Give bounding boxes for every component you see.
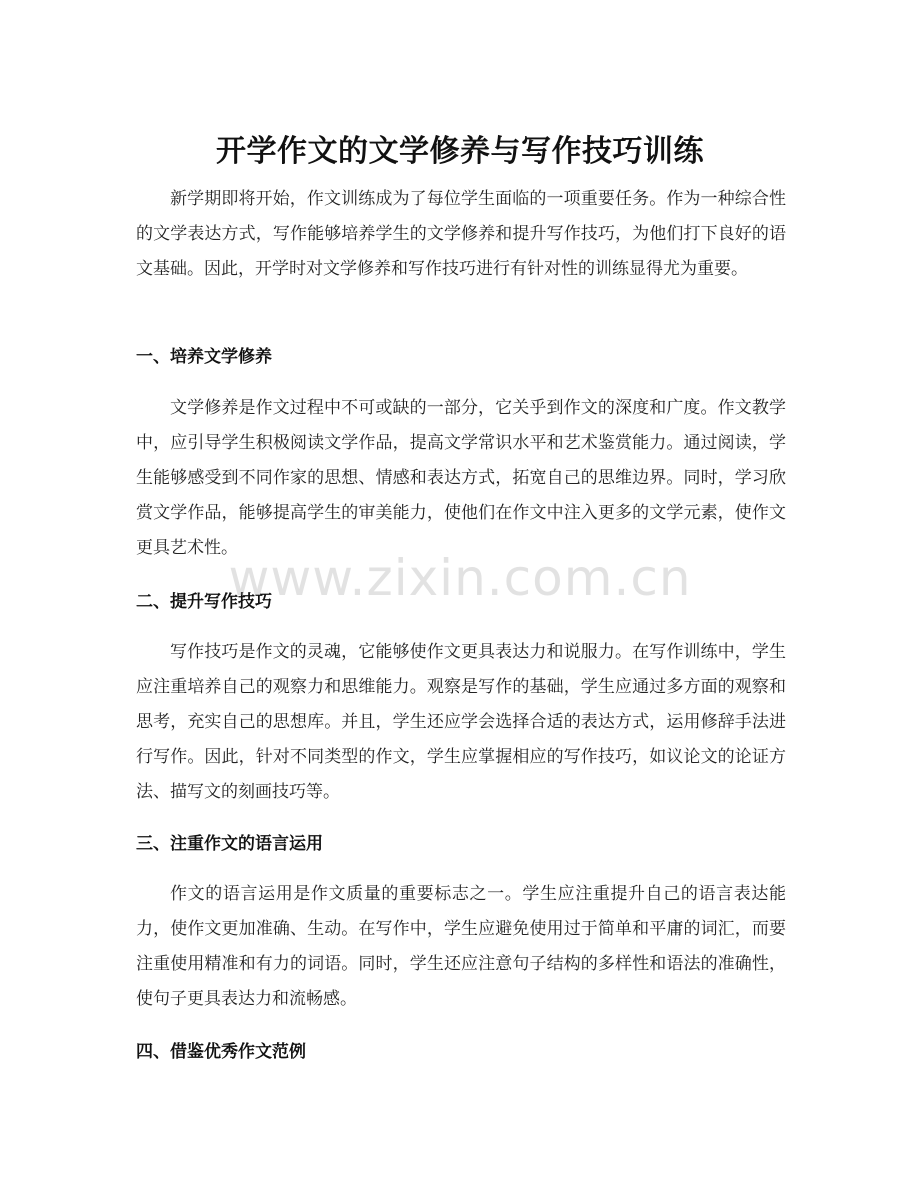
section-1-heading: 一、培养文学修养	[136, 347, 272, 367]
intro-paragraph: 新学期即将开始，作文训练成为了每位学生面临的一项重要任务。作为一种综合性的文学表达方式，写作能够培养学生的文学修养和提升写作技巧，为他们打下良好的语文基础。因此，开学时对文学修养和写作技巧进行有针对性的训练显得尤为重要。	[136, 189, 786, 279]
section-1-paragraph: 文学修养是作文过程中不可或缺的一部分，它关乎到作文的深度和广度。作文教学中，应引导学生积极阅读文学作品，提高文学常识水平和艺术鉴赏能力。通过阅读，学生能够感受到不同作家的思想、情感和表达方式，拓宽自己的思维边界。同时，学习欣赏文学作品，能够提高学生的审美能力，使他们在作文中注入更多的文学元素，使作文更具艺术性。	[136, 398, 786, 558]
section-3-paragraph: 作文的语言运用是作文质量的重要标志之一。学生应注重提升自己的语言表达能力，使作文更加准确、生动。在写作中，学生应避免使用过于简单和平庸的词汇，而要注重使用精准和有力的词语。同时，学生还应注意句子结构的多样性和语法的准确性，使句子更具表达力和流畅感。	[136, 884, 786, 1009]
section-2-heading: 二、提升写作技巧	[136, 592, 272, 612]
watermark: www.zixin.com.cn	[228, 549, 692, 607]
section-2-paragraph: 写作技巧是作文的灵魂，它能够使作文更具表达力和说服力。在写作训练中，学生应注重培养自己的观察力和思维能力。观察是写作的基础，学生应通过多方面的观察和思考，充实自己的思想库。并且，学生还应学会选择合适的表达方式，运用修辞手法进行写作。因此，针对不同类型的作文，学生应掌握相应的写作技巧，如议论文的论证方法、描写文的刻画技巧等。	[136, 642, 786, 802]
section-4-heading: 四、借鉴优秀作文范例	[136, 1042, 306, 1062]
section-3-heading: 三、注重作文的语言运用	[136, 834, 323, 854]
document-title: 开学作文的文学修养与写作技巧训练	[216, 134, 704, 170]
